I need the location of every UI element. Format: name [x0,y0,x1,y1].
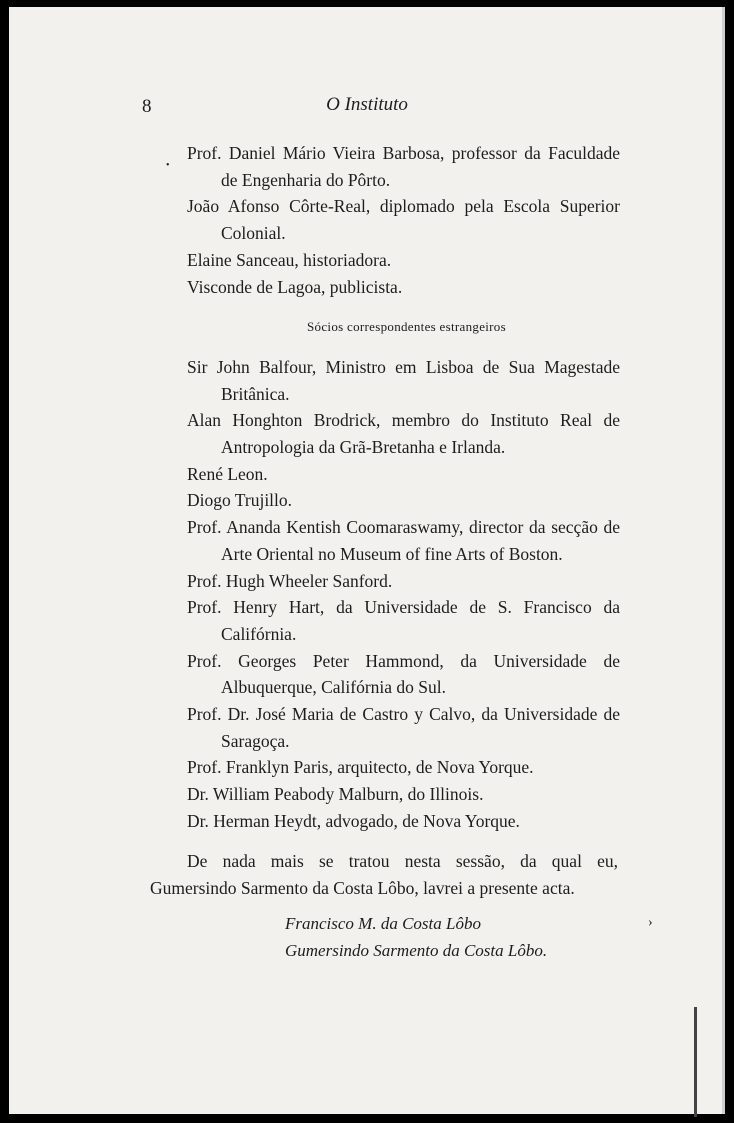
foreign-member-entry: Prof. Ananda Kentish Coomaraswamy, director da secção de Arte Oriental no Museum of fine Arts of Boston. [187,517,620,564]
margin-dot-icon: • [166,160,170,171]
section-heading: Sócios correspondentes estrangeiros [307,319,506,335]
foreign-member-entry: Dr. Herman Heydt, advogado, de Nova Yorque. [187,810,520,831]
foreign-member-entry: Prof. Franklyn Paris, arquitecto, de Nova Yorque. [187,757,534,778]
foreign-member-entry: Prof. Dr. José Maria de Castro y Calvo, da Universidade de Saragoça. [187,704,620,751]
closing-line: Gumersindo Sarmento da Costa Lôbo, lavrei a presente acta. [150,877,575,898]
member-entry: Elaine Sanceau, historiadora. [187,249,392,270]
foreign-member-entry: René Leon. [187,463,268,484]
member-entry: João Afonso Côrte-Real, diplomado pela Escola Superior Colonial. [187,196,620,244]
signature-first: Francisco M. da Costa Lôbo [285,914,481,933]
foreign-member-entry: Prof. Henry Hart, da Universidade de S. Francisco da Califórnia. [187,597,620,644]
edge-rule [694,1007,697,1117]
margin-mark-icon: › [648,915,653,930]
foreign-member-entry: Diogo Trujillo. [187,490,293,511]
foreign-member-entry: Alan Honghton Brodrick, membro do Instituto Real de Antropologia da Grã-Bretanha e Irlanda. [187,410,620,458]
member-entry: Visconde de Lagoa, publicista. [187,276,403,297]
closing-line: De nada mais se tratou nesta sessão, da qual eu, [187,851,618,871]
foreign-member-entry: Sir John Balfour, Ministro em Lisboa de Sua Magestade Britânica. [187,356,620,404]
page-number: 8 [142,96,152,117]
foreign-member-entry: Prof. Georges Peter Hammond, da Universidade de Albuquerque, Califórnia do Sul. [187,650,620,698]
signatures [285,910,547,964]
foreign-member-entry: Dr. William Peabody Malburn, do Illinois. [187,784,484,805]
closing-paragraph [150,848,618,901]
running-title: O Instituto [326,94,408,115]
foreign-member-entry: Prof. Hugh Wheeler Sanford. [187,570,393,591]
member-entry: Prof. Daniel Mário Vieira Barbosa, professor da Faculdade de Engenharia do Pôrto. [187,143,620,190]
signature-second: Gumersindo Sarmento da Costa Lôbo. [285,941,548,960]
document-body [187,140,620,835]
